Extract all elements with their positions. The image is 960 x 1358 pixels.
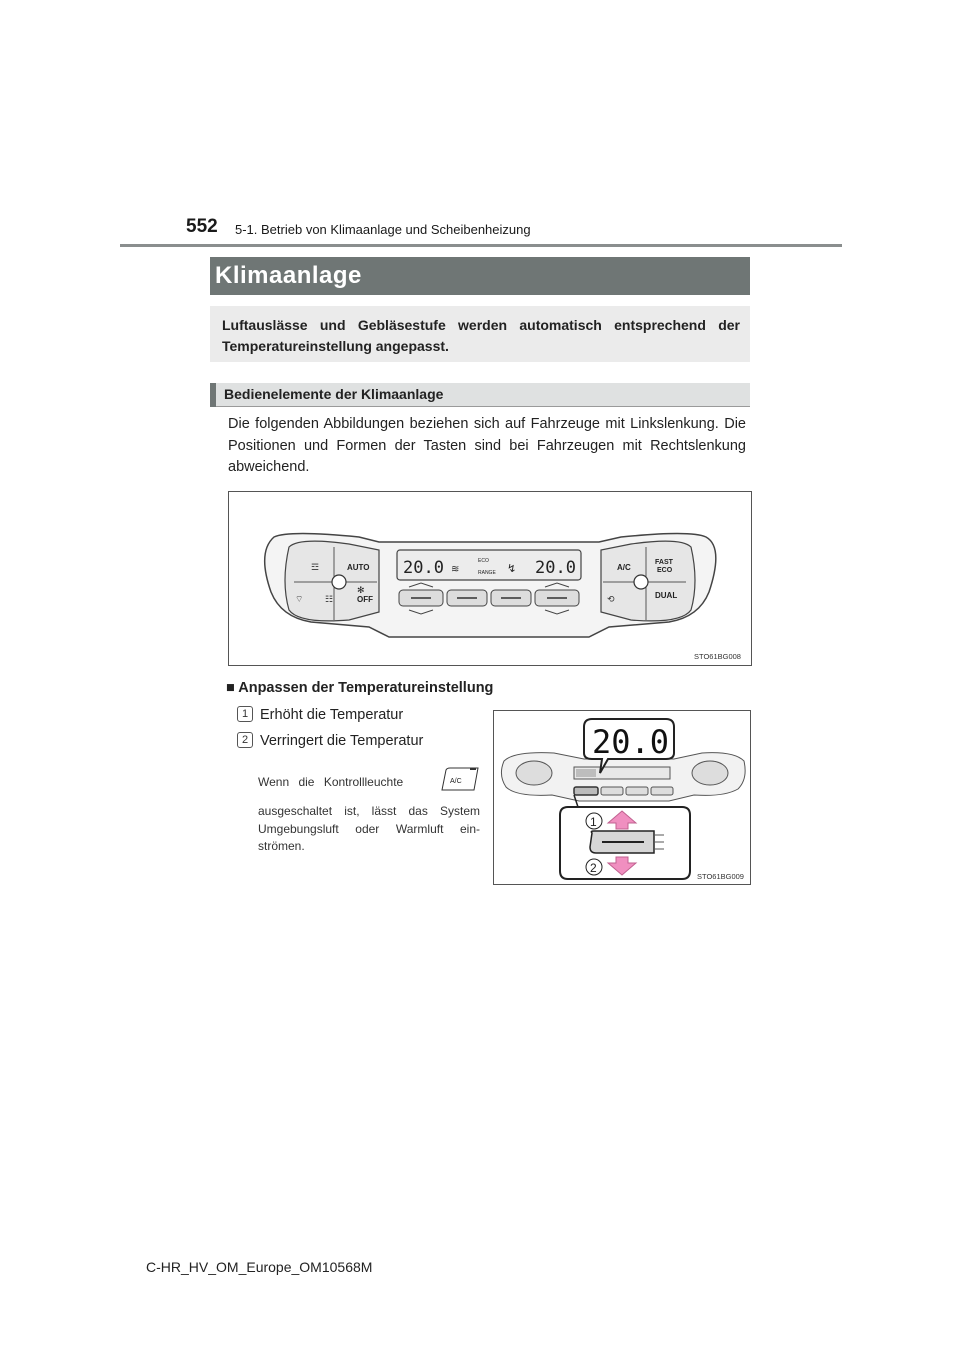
section-title: 5-1. Betrieb von Klimaanlage und Scheibenheizung <box>235 222 531 237</box>
airflow-icon: ↯ <box>507 563 517 575</box>
control-panel-illustration <box>229 492 751 665</box>
body-paragraph: Die folgenden Abbildungen beziehen sich auf Fahrzeuge mit Linkslenkung. Die Positionen und Formen der Tasten sind bei Fahrzeugen mit Rechtslenkung abweichend. <box>228 416 746 475</box>
page-title: Klimaanlage <box>215 262 362 289</box>
subsection-accent <box>210 383 216 407</box>
ac-icon-label: A/C <box>450 778 462 785</box>
ac-button-label: A/C <box>617 563 631 572</box>
intro-text: Luftauslässe und Gebläsestufe werden automatisch entsprechend der Temperatureinstellung angepasst. <box>222 317 740 354</box>
auto-button-label: AUTO <box>347 563 370 572</box>
temperature-adjust-figure <box>493 710 751 885</box>
rear-defrost-icon: ☷ <box>325 594 334 604</box>
note-line-1: Wenn die Kontrollleuchte <box>258 775 404 789</box>
number-badge-1: 1 <box>237 706 253 722</box>
display-eco-label: ECO <box>478 558 489 564</box>
ac-indicator-svg <box>436 766 482 794</box>
temperature-adjust-illustration <box>494 711 750 884</box>
fan-icon: ✻ <box>357 585 365 595</box>
recirculation-icon: ⟲ <box>607 594 615 604</box>
dual-button-label: DUAL <box>655 591 678 600</box>
item-increase-temperature: Erhöht die Temperatur <box>260 707 404 723</box>
figure2-code: STO61BG009 <box>697 872 744 881</box>
fast-eco-button-label: ECO <box>657 567 673 574</box>
footer-document-id: C-HR_HV_OM_Europe_OM10568M <box>146 1259 373 1275</box>
display-temp-right: 20.0 <box>535 558 576 578</box>
subsection-title: Bedienelemente der Klimaanlage <box>224 386 444 402</box>
callout-1: 1 <box>590 815 597 829</box>
page-number: 552 <box>186 216 218 237</box>
fan-level-icon: ≋ <box>451 564 460 575</box>
ac-indicator-icon <box>436 766 482 794</box>
display-temp-left: 20.0 <box>403 558 444 578</box>
fast-button-label: FAST <box>655 559 673 566</box>
header-rule <box>120 244 842 247</box>
zoom-display-temp: 20.0 <box>592 723 670 761</box>
off-button-label: OFF <box>357 595 373 604</box>
windshield-icon: ⌔ <box>295 594 304 604</box>
bullet-heading: ■ Anpassen der Temperatureinstellung <box>226 680 494 696</box>
note-text: ausgeschaltet ist, lässt das System Umgebungsluft oder Warmluft einströmen. <box>258 804 480 853</box>
display-range-label: RANGE <box>478 570 496 576</box>
item-decrease-temperature: Verringert die Temperatur <box>260 733 424 749</box>
number-badge-2: 2 <box>237 732 253 748</box>
defrost-icon: ☲ <box>311 562 320 572</box>
bullet-heading-text: Anpassen der Temperatureinstellung <box>238 680 494 696</box>
figure1-code: STO61BG008 <box>694 652 741 661</box>
callout-2: 2 <box>590 861 597 875</box>
control-panel-figure <box>228 491 752 666</box>
